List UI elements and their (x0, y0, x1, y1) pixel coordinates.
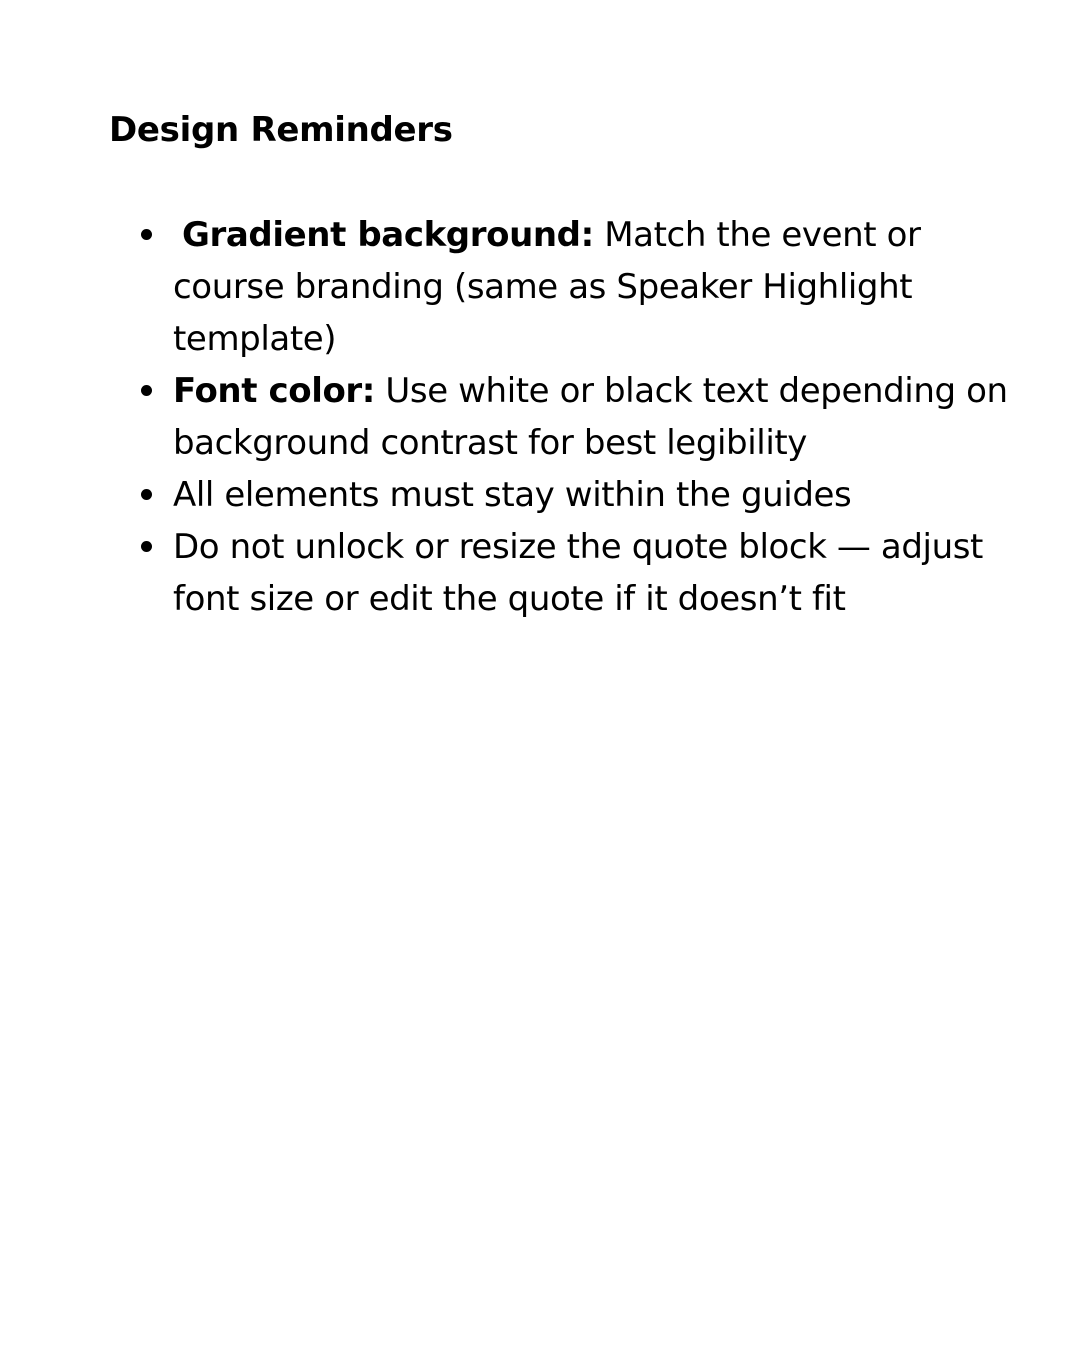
item-text: Do not unlock or resize the quote block — adjust font size or edit the quote if it doesn’t fit (173, 527, 983, 619)
bullet-icon (141, 385, 152, 396)
item-text: Use white or black text depending on background contrast for best legibility (173, 371, 1008, 463)
list-item-gradient-background (173, 209, 1013, 365)
item-lead: Gradient background: (182, 215, 594, 255)
list-item-quote-block (173, 521, 1013, 625)
list-item-font-color (173, 365, 1013, 469)
bullet-icon (141, 489, 152, 500)
item-lead: Font color: (173, 371, 375, 411)
list-item-guides (173, 469, 1013, 521)
reminders-list (173, 209, 1013, 625)
bullet-icon (141, 229, 152, 240)
page-title: Design Reminders (109, 110, 453, 150)
item-text: All elements must stay within the guides (173, 475, 852, 515)
item-text: Match the event or course branding (same as Speaker Highlight template) (173, 215, 921, 359)
bullet-icon (141, 541, 152, 552)
